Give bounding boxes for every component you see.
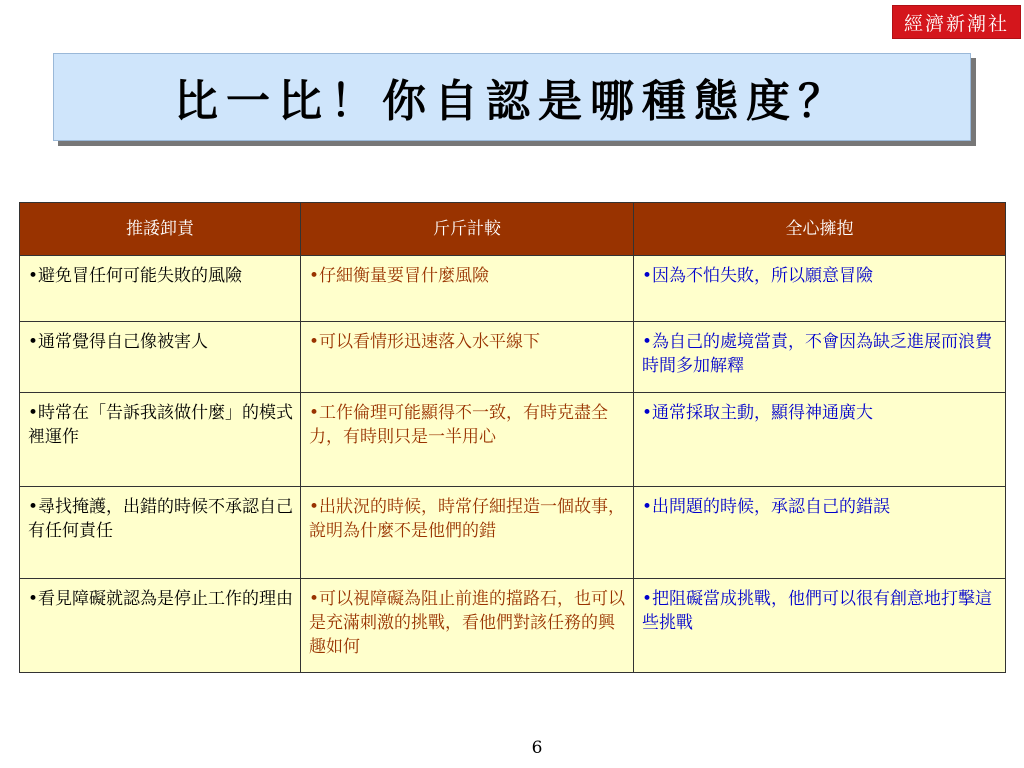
title-banner [53,53,971,141]
table-cell: •出狀況的時候，時常仔細捏造一個故事，說明為什麼不是他們的錯 [301,487,634,579]
table-cell: •工作倫理可能顯得不一致，有時克盡全力，有時則只是一半用心 [301,393,634,487]
table-cell: •把阻礙當成挑戰，他們可以很有創意地打擊這些挑戰 [634,579,1006,673]
page-number: 6 [531,738,543,758]
publisher-logo: 經濟新潮社 [892,5,1021,39]
table-cell: •看見障礙就認為是停止工作的理由 [20,579,301,673]
table-row [20,256,1006,322]
table-row [20,393,1006,487]
table-cell: •時常在「告訴我該做什麼」的模式裡運作 [20,393,301,487]
page-title: 比一比！你自認是哪種態度？ [174,76,850,127]
header-calculate: 斤斤計較 [301,203,634,256]
table-cell: •可以視障礙為阻止前進的擋路石，也可以是充滿刺激的挑戰，看他們對該任務的興趣如何 [301,579,634,673]
table-cell: •通常採取主動，顯得神通廣大 [634,393,1006,487]
table-header-row [20,203,1006,256]
header-embrace: 全心擁抱 [634,203,1006,256]
table-cell: •因為不怕失敗，所以願意冒險 [634,256,1006,322]
table-cell: •避免冒任何可能失敗的風險 [20,256,301,322]
table-cell: •尋找掩護，出錯的時候不承認自己有任何責任 [20,487,301,579]
table-row [20,487,1006,579]
header-blame: 推諉卸責 [20,203,301,256]
table-cell: •出問題的時候，承認自己的錯誤 [634,487,1006,579]
table-cell: •仔細衡量要冒什麼風險 [301,256,634,322]
table-cell: •通常覺得自己像被害人 [20,322,301,393]
table-cell: •為自己的處境當責，不會因為缺乏進展而浪費時間多加解釋 [634,322,1006,393]
comparison-table [19,202,1006,673]
table-row [20,579,1006,673]
table-cell: •可以看情形迅速落入水平線下 [301,322,634,393]
table-row [20,322,1006,393]
